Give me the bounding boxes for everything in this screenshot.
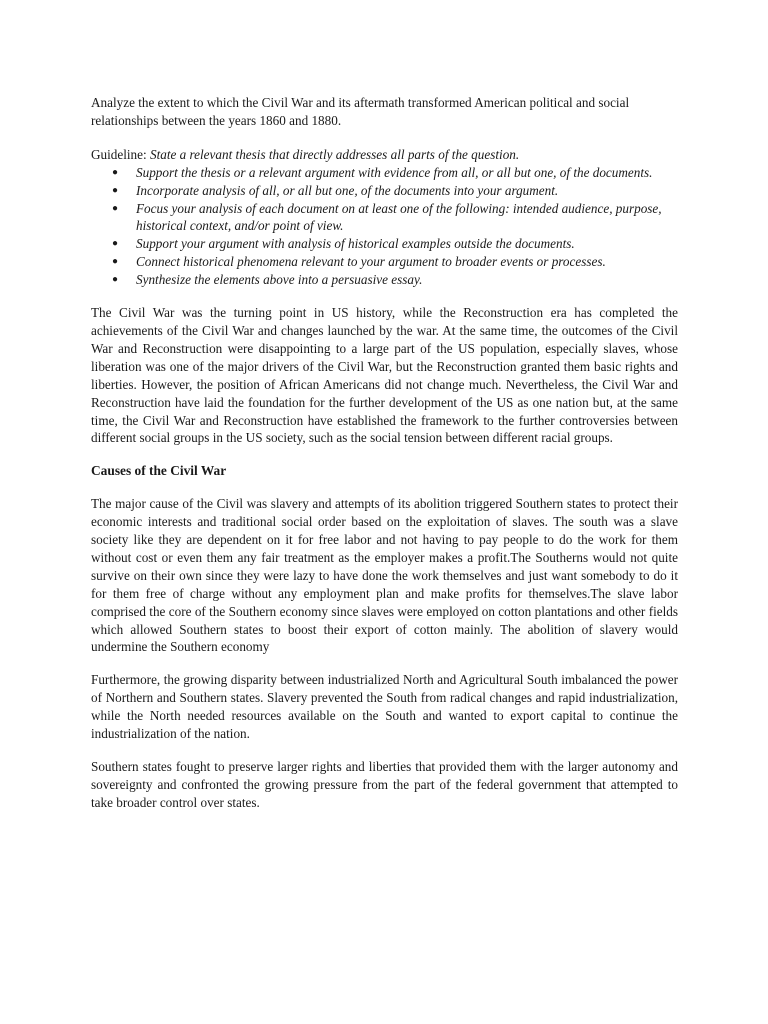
guideline-text: Support your argument with analysis of historical examples outside the documents. (136, 236, 575, 252)
guideline-item (91, 182, 678, 200)
body-paragraph: Southern states fought to preserve larger rights and liberties that provided them with the larger autonomy and sovereignty and confronted the growing pressure from the part of the federal government that attempted to take broader control over states. (91, 759, 678, 810)
guideline-text: Focus your analysis of each document on at least one of the following: intended audience, purpose, historical context, and/or point of view. (136, 200, 662, 234)
guideline-item (91, 200, 678, 236)
bullet-icon: ● (112, 166, 119, 178)
guideline-label: Guideline: (91, 146, 150, 162)
section-heading: Causes of the Civil War (91, 463, 227, 479)
bullet-icon: ● (112, 238, 119, 250)
document-page (91, 94, 678, 827)
bullet-icon: ● (112, 184, 119, 196)
bullet-icon: ● (112, 274, 119, 286)
bullet-icon: ● (112, 202, 119, 214)
guideline-item (91, 271, 678, 289)
essay-prompt: Analyze the extent to which the Civil War and its aftermath transformed American political and social relationships between the years 1860 and 1880. (91, 95, 630, 128)
guideline-item (91, 235, 678, 253)
intro-paragraph: The Civil War was the turning point in US history, while the Reconstruction era has completed the achievements of the Civil War and changes launched by the war. At the same time, the outcomes of the Civil War and Reconstruction were disappointing to a large part of the US population, especially slaves, whose liberation was one of the major drivers of the Civil War, but the Reconstruction granted them basic rights and liberties. However, the position of African Americans did not change much. Nevertheless, the Civil War and Reconstruction have laid the foundation for the further development of the US as one nation but, at the same time, the Civil War and Reconstruction have established the framework to the further controversies between different social groups in the US society, such as the social tension between different racial groups. (91, 305, 678, 446)
guideline-item (91, 253, 678, 271)
guideline-list (91, 164, 678, 289)
guideline-text: Support the thesis or a relevant argument with evidence from all, or all but one, of the documents. (136, 164, 653, 180)
guideline-text: Connect historical phenomena relevant to your argument to broader events or processes. (136, 254, 606, 270)
body-paragraph: The major cause of the Civil was slavery and attempts of its abolition triggered Southern states to protect their economic interests and traditional social order based on the exploitation of slaves. The south was a slave society like they are dependent on it for free labor and not having to pay people to do the work for them without cost or even them any fair treatment as the employer makes a profit.The Southerns would not quite survive on their own since they were lazy to have done the work themselves and just want somebody to do it for them free of charge without any employment plan and make profits for themselves.The slave labor comprised the core of the Southern economy since slaves were employed on cotton plantations and other fields which allowed Southern states to boost their export of cotton mainly. The abolition of slavery would undermine the Southern economy (91, 496, 678, 655)
guideline-text: Incorporate analysis of all, or all but one, of the documents into your argument. (136, 182, 559, 198)
guideline-intro (91, 146, 678, 164)
guideline-text: Synthesize the elements above into a persuasive essay. (136, 272, 423, 288)
bullet-icon: ● (112, 256, 119, 268)
guideline-first-item: State a relevant thesis that directly addresses all parts of the question. (149, 146, 520, 162)
body-paragraph: Furthermore, the growing disparity between industrialized North and Agricultural South imbalanced the power of Northern and Southern states. Slavery prevented the South from radical changes and rapid industrialization, while the North needed resources available on the South and wanted to export capital to continue the industrialization of the nation. (91, 672, 678, 742)
guideline-item (91, 164, 678, 182)
